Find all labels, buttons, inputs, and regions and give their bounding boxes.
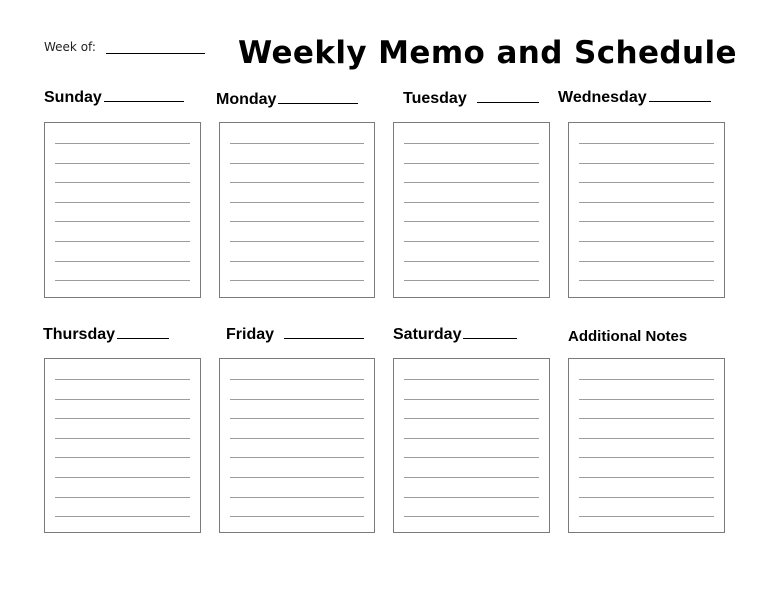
writing-line (404, 457, 539, 458)
memo-box-tuesday[interactable] (393, 122, 550, 298)
writing-line (404, 497, 539, 498)
writing-line (230, 516, 364, 517)
writing-line (230, 438, 364, 439)
writing-line (404, 163, 539, 164)
writing-line (55, 399, 190, 400)
writing-line (404, 280, 539, 281)
writing-line (404, 399, 539, 400)
memo-box-monday[interactable] (219, 122, 375, 298)
writing-line (230, 182, 364, 183)
date-field[interactable] (649, 89, 711, 102)
day-heading-friday (226, 326, 364, 344)
date-field[interactable] (284, 326, 364, 339)
writing-line (404, 182, 539, 183)
writing-line (579, 438, 714, 439)
writing-line (579, 379, 714, 380)
writing-line (404, 241, 539, 242)
writing-line (55, 163, 190, 164)
writing-line (579, 457, 714, 458)
date-field[interactable] (104, 89, 184, 102)
writing-line (404, 261, 539, 262)
day-label: Tuesday (403, 90, 467, 107)
writing-line (230, 202, 364, 203)
writing-line (579, 261, 714, 262)
writing-line (230, 477, 364, 478)
writing-line (55, 497, 190, 498)
writing-line (579, 497, 714, 498)
writing-line (230, 221, 364, 222)
page-title: Weekly Memo and Schedule (238, 35, 737, 71)
writing-line (579, 516, 714, 517)
writing-line (579, 418, 714, 419)
writing-line (579, 182, 714, 183)
memo-box-additional-notes[interactable] (568, 358, 725, 533)
writing-line (230, 280, 364, 281)
writing-line (230, 418, 364, 419)
writing-line (55, 182, 190, 183)
writing-line (55, 241, 190, 242)
writing-line (404, 438, 539, 439)
writing-line (55, 477, 190, 478)
writing-line (55, 379, 190, 380)
date-field[interactable] (117, 326, 169, 339)
writing-line (230, 497, 364, 498)
day-label: Sunday (44, 89, 102, 106)
writing-line (55, 143, 190, 144)
writing-line (55, 280, 190, 281)
writing-line (230, 399, 364, 400)
day-heading-thursday (43, 326, 169, 344)
writing-line (230, 457, 364, 458)
day-heading-monday (216, 91, 358, 109)
writing-line (230, 143, 364, 144)
memo-box-friday[interactable] (219, 358, 375, 533)
writing-line (404, 143, 539, 144)
date-field[interactable] (278, 91, 358, 104)
writing-line (579, 163, 714, 164)
day-heading-tuesday (403, 90, 539, 108)
writing-line (404, 202, 539, 203)
writing-line (230, 261, 364, 262)
day-heading-saturday (393, 326, 517, 344)
writing-line (55, 261, 190, 262)
writing-line (404, 516, 539, 517)
memo-box-saturday[interactable] (393, 358, 550, 533)
memo-box-thursday[interactable] (44, 358, 201, 533)
writing-line (579, 202, 714, 203)
writing-line (579, 241, 714, 242)
date-field[interactable] (477, 90, 539, 103)
writing-line (579, 143, 714, 144)
memo-box-wednesday[interactable] (568, 122, 725, 298)
writing-line (579, 280, 714, 281)
writing-line (404, 418, 539, 419)
writing-line (55, 221, 190, 222)
writing-line (579, 399, 714, 400)
writing-line (579, 477, 714, 478)
writing-line (404, 477, 539, 478)
writing-line (230, 163, 364, 164)
writing-line (55, 438, 190, 439)
writing-line (404, 379, 539, 380)
day-heading-sunday (44, 89, 184, 107)
day-label: Monday (216, 91, 277, 108)
week-of-field[interactable] (106, 53, 205, 54)
writing-line (55, 457, 190, 458)
day-label: Thursday (43, 326, 116, 343)
day-label: Wednesday (558, 89, 647, 106)
memo-box-sunday[interactable] (44, 122, 201, 298)
writing-line (55, 516, 190, 517)
week-of-label: Week of: (44, 40, 96, 54)
day-label: Saturday (393, 326, 462, 343)
writing-line (579, 221, 714, 222)
day-label: Friday (226, 326, 275, 343)
writing-line (55, 202, 190, 203)
writing-line (55, 418, 190, 419)
day-heading-wednesday (558, 89, 711, 107)
date-field[interactable] (463, 326, 517, 339)
writing-line (230, 241, 364, 242)
additional-notes-heading (568, 328, 687, 345)
writing-line (230, 379, 364, 380)
writing-line (404, 221, 539, 222)
notes-label: Additional Notes (568, 328, 688, 345)
